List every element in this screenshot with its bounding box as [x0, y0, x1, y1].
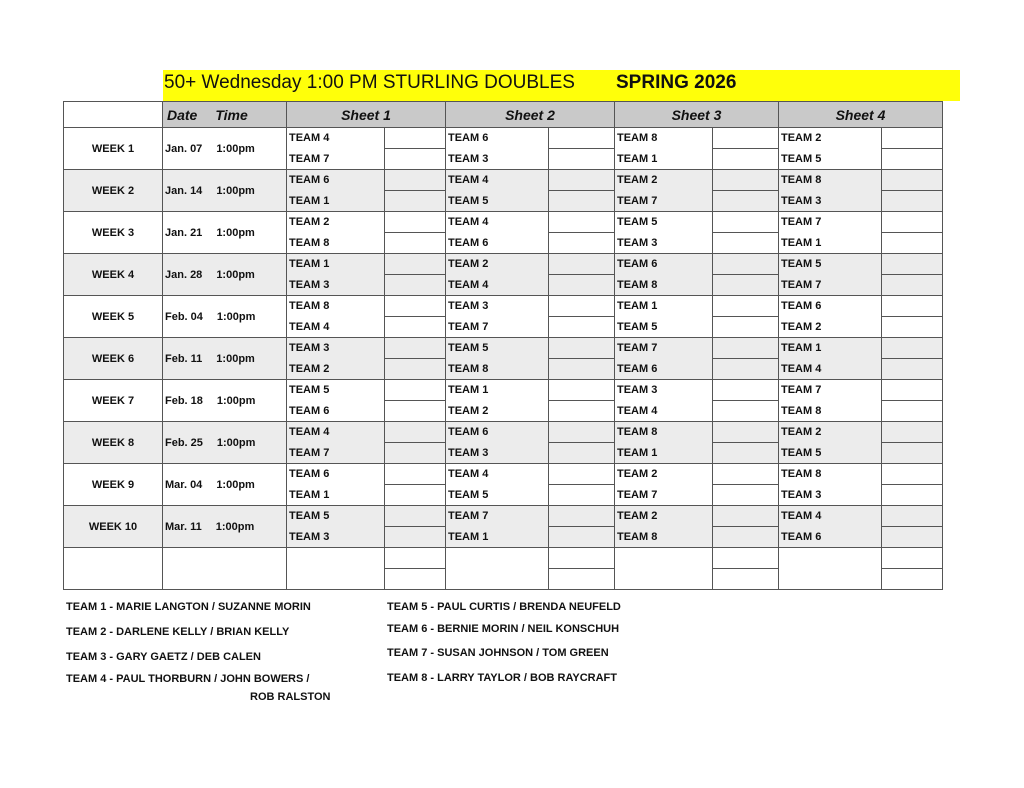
game-date: Feb. 04 [165, 310, 203, 323]
score-cell[interactable] [713, 485, 779, 506]
score-cell[interactable] [713, 191, 779, 212]
score-cell[interactable] [882, 401, 943, 422]
game-time: 1:00pm [216, 436, 256, 449]
team-cell: TEAM 4 [779, 506, 882, 527]
team-cell: TEAM 5 [287, 506, 385, 527]
score-cell[interactable] [882, 170, 943, 191]
team-cell: TEAM 7 [615, 485, 713, 506]
team-cell: TEAM 4 [446, 212, 549, 233]
score-cell[interactable] [882, 212, 943, 233]
team-cell: TEAM 7 [779, 212, 882, 233]
team-cell: TEAM 6 [446, 233, 549, 254]
game-time: 1:00pm [216, 142, 255, 155]
team-cell: TEAM 8 [615, 128, 713, 149]
date-time-cell [163, 380, 287, 422]
team-cell: TEAM 6 [287, 401, 385, 422]
team-cell: TEAM 2 [779, 128, 882, 149]
season-label: SPRING 2026 [616, 72, 737, 93]
score-cell[interactable] [385, 275, 446, 296]
blank-date-cell [163, 548, 287, 590]
blank-team-cell[interactable] [779, 548, 882, 569]
team-cell: TEAM 1 [287, 191, 385, 212]
blank-score-cell[interactable] [385, 548, 446, 569]
date-time-cell [163, 128, 287, 170]
date-time-cell [163, 296, 287, 338]
score-cell[interactable] [549, 317, 615, 338]
team-cell: TEAM 3 [615, 380, 713, 401]
score-cell[interactable] [549, 527, 615, 548]
score-cell[interactable] [385, 338, 446, 359]
team-cell: TEAM 1 [779, 233, 882, 254]
score-cell[interactable] [385, 464, 446, 485]
week-row [64, 296, 943, 317]
week-label: WEEK 2 [64, 170, 163, 212]
game-date: Mar. 04 [165, 478, 203, 491]
blank-team-cell[interactable] [287, 548, 385, 569]
blank-row [64, 548, 943, 569]
score-cell[interactable] [713, 275, 779, 296]
team-cell: TEAM 4 [287, 128, 385, 149]
score-cell[interactable] [385, 422, 446, 443]
score-cell[interactable] [882, 464, 943, 485]
score-cell[interactable] [385, 443, 446, 464]
blank-score-cell[interactable] [385, 569, 446, 590]
score-cell[interactable] [882, 254, 943, 275]
score-cell[interactable] [713, 149, 779, 170]
week-label: WEEK 4 [64, 254, 163, 296]
score-cell[interactable] [385, 485, 446, 506]
legend-entry: TEAM 6 - BERNIE MORIN / NEIL KONSCHUH [387, 623, 620, 635]
game-date: Feb. 18 [165, 394, 203, 407]
blank-team-cell[interactable] [446, 569, 549, 590]
score-cell[interactable] [713, 380, 779, 401]
game-time: 1:00pm [216, 184, 255, 197]
team-cell: TEAM 2 [446, 254, 549, 275]
blank-score-cell[interactable] [882, 548, 943, 569]
score-cell[interactable] [549, 170, 615, 191]
week-label: WEEK 5 [64, 296, 163, 338]
score-cell[interactable] [549, 485, 615, 506]
score-cell[interactable] [385, 506, 446, 527]
score-cell[interactable] [385, 233, 446, 254]
score-cell[interactable] [713, 296, 779, 317]
game-date: Jan. 28 [165, 268, 203, 281]
week-row [64, 254, 943, 275]
team-cell: TEAM 8 [287, 233, 385, 254]
team-cell: TEAM 1 [287, 254, 385, 275]
score-cell[interactable] [882, 233, 943, 254]
score-cell[interactable] [385, 401, 446, 422]
team-cell: TEAM 1 [615, 296, 713, 317]
legend-entry: TEAM 5 - PAUL CURTIS / BRENDA NEUFELD [387, 601, 621, 613]
team-cell: TEAM 6 [446, 422, 549, 443]
score-cell[interactable] [549, 401, 615, 422]
score-cell[interactable] [549, 233, 615, 254]
team-cell: TEAM 8 [615, 275, 713, 296]
week-label: WEEK 6 [64, 338, 163, 380]
game-date: Jan. 07 [165, 142, 203, 155]
team-cell: TEAM 7 [446, 317, 549, 338]
header-sheet-3: Sheet 3 [615, 102, 779, 128]
score-cell[interactable] [385, 317, 446, 338]
score-cell[interactable] [882, 527, 943, 548]
team-cell: TEAM 7 [615, 338, 713, 359]
team-cell: TEAM 8 [287, 296, 385, 317]
blank-team-cell[interactable] [615, 569, 713, 590]
header-row [64, 102, 943, 128]
blank-score-cell[interactable] [713, 548, 779, 569]
score-cell[interactable] [549, 212, 615, 233]
score-cell[interactable] [713, 128, 779, 149]
week-row [64, 212, 943, 233]
team-cell: TEAM 4 [446, 170, 549, 191]
score-cell[interactable] [549, 359, 615, 380]
score-cell[interactable] [713, 170, 779, 191]
legend-entry: TEAM 1 - MARIE LANGTON / SUZANNE MORIN [66, 601, 311, 613]
team-cell: TEAM 5 [446, 191, 549, 212]
date-time-cell [163, 170, 287, 212]
blank-team-cell[interactable] [446, 548, 549, 569]
game-date: Mar. 11 [165, 520, 202, 533]
date-time-cell [163, 338, 287, 380]
score-cell[interactable] [713, 464, 779, 485]
header-blank [64, 102, 163, 128]
legend-entry: TEAM 2 - DARLENE KELLY / BRIAN KELLY [66, 626, 290, 638]
team-cell: TEAM 6 [779, 296, 882, 317]
score-cell[interactable] [882, 359, 943, 380]
blank-team-cell[interactable] [287, 569, 385, 590]
team-cell: TEAM 5 [779, 254, 882, 275]
team-cell: TEAM 6 [615, 254, 713, 275]
game-date: Feb. 25 [165, 436, 203, 449]
legend-entry: TEAM 7 - SUSAN JOHNSON / TOM GREEN [387, 647, 609, 659]
header-sheet-4: Sheet 4 [779, 102, 943, 128]
score-cell[interactable] [713, 527, 779, 548]
score-cell[interactable] [713, 338, 779, 359]
week-row [64, 422, 943, 443]
team-cell: TEAM 5 [615, 212, 713, 233]
week-label: WEEK 9 [64, 464, 163, 506]
team-cell: TEAM 3 [287, 275, 385, 296]
game-time: 1:00pm [216, 310, 256, 323]
week-label: WEEK 8 [64, 422, 163, 464]
score-cell[interactable] [713, 443, 779, 464]
week-row [64, 338, 943, 359]
team-cell: TEAM 2 [615, 464, 713, 485]
date-time-cell [163, 464, 287, 506]
score-cell[interactable] [549, 296, 615, 317]
legend-entry: TEAM 3 - GARY GAETZ / DEB CALEN [66, 651, 261, 663]
blank-week-cell [64, 548, 163, 590]
team-cell: TEAM 5 [779, 149, 882, 170]
game-time: 1:00pm [216, 478, 255, 491]
score-cell[interactable] [385, 149, 446, 170]
score-cell[interactable] [713, 317, 779, 338]
score-cell[interactable] [882, 191, 943, 212]
blank-score-cell[interactable] [549, 569, 615, 590]
week-row [64, 380, 943, 401]
team-cell: TEAM 2 [615, 506, 713, 527]
score-cell[interactable] [713, 212, 779, 233]
score-cell[interactable] [549, 191, 615, 212]
team-cell: TEAM 3 [615, 233, 713, 254]
date-time-cell [163, 212, 287, 254]
date-time-cell [163, 506, 287, 548]
week-row [64, 464, 943, 485]
score-cell[interactable] [549, 275, 615, 296]
team-cell: TEAM 6 [615, 359, 713, 380]
team-cell: TEAM 3 [287, 338, 385, 359]
team-cell: TEAM 4 [287, 317, 385, 338]
team-cell: TEAM 1 [446, 527, 549, 548]
score-cell[interactable] [549, 254, 615, 275]
team-cell: TEAM 2 [615, 170, 713, 191]
blank-score-cell[interactable] [713, 569, 779, 590]
legend-entry: ROB RALSTON [250, 691, 331, 703]
team-cell: TEAM 1 [615, 149, 713, 170]
score-cell[interactable] [549, 443, 615, 464]
team-cell: TEAM 6 [446, 128, 549, 149]
team-cell: TEAM 5 [446, 338, 549, 359]
game-time: 1:00pm [215, 520, 255, 533]
team-cell: TEAM 3 [287, 527, 385, 548]
score-cell[interactable] [882, 338, 943, 359]
team-cell: TEAM 8 [615, 527, 713, 548]
team-cell: TEAM 7 [779, 380, 882, 401]
page-title: 50+ Wednesday 1:00 PM STURLING DOUBLES [164, 72, 575, 93]
team-cell: TEAM 7 [287, 443, 385, 464]
team-cell: TEAM 3 [779, 485, 882, 506]
score-cell[interactable] [549, 422, 615, 443]
header-date-time [163, 102, 287, 128]
schedule-table [63, 101, 943, 590]
team-cell: TEAM 7 [779, 275, 882, 296]
team-cell: TEAM 8 [779, 401, 882, 422]
score-cell[interactable] [385, 212, 446, 233]
team-cell: TEAM 8 [446, 359, 549, 380]
team-cell: TEAM 1 [779, 338, 882, 359]
team-cell: TEAM 7 [446, 506, 549, 527]
date-time-cell [163, 422, 287, 464]
score-cell[interactable] [385, 254, 446, 275]
game-date: Feb. 11 [165, 352, 203, 365]
score-cell[interactable] [385, 380, 446, 401]
blank-team-cell[interactable] [615, 548, 713, 569]
team-cell: TEAM 8 [779, 170, 882, 191]
score-cell[interactable] [882, 317, 943, 338]
legend-entry: TEAM 4 - PAUL THORBURN / JOHN BOWERS / [66, 673, 310, 685]
score-cell[interactable] [882, 443, 943, 464]
score-cell[interactable] [385, 359, 446, 380]
team-cell: TEAM 3 [446, 149, 549, 170]
team-cell: TEAM 4 [446, 464, 549, 485]
score-cell[interactable] [385, 170, 446, 191]
title-banner [163, 70, 960, 101]
week-label: WEEK 7 [64, 380, 163, 422]
score-cell[interactable] [385, 191, 446, 212]
score-cell[interactable] [882, 128, 943, 149]
team-cell: TEAM 2 [287, 359, 385, 380]
blank-team-cell[interactable] [779, 569, 882, 590]
header-sheet-2: Sheet 2 [446, 102, 615, 128]
score-cell[interactable] [713, 401, 779, 422]
team-cell: TEAM 4 [287, 422, 385, 443]
score-cell[interactable] [882, 380, 943, 401]
team-cell: TEAM 4 [779, 359, 882, 380]
team-cell: TEAM 5 [615, 317, 713, 338]
score-cell[interactable] [549, 506, 615, 527]
game-time: 1:00pm [216, 268, 255, 281]
team-cell: TEAM 1 [287, 485, 385, 506]
score-cell[interactable] [385, 296, 446, 317]
team-cell: TEAM 2 [779, 422, 882, 443]
team-cell: TEAM 6 [287, 464, 385, 485]
blank-score-cell[interactable] [549, 548, 615, 569]
team-cell: TEAM 2 [287, 212, 385, 233]
score-cell[interactable] [549, 128, 615, 149]
legend-entry: TEAM 8 - LARRY TAYLOR / BOB RAYCRAFT [387, 672, 617, 684]
week-row [64, 170, 943, 191]
team-cell: TEAM 6 [779, 527, 882, 548]
team-cell: TEAM 5 [287, 380, 385, 401]
team-cell: TEAM 5 [779, 443, 882, 464]
week-label: WEEK 3 [64, 212, 163, 254]
score-cell[interactable] [713, 359, 779, 380]
team-cell: TEAM 8 [779, 464, 882, 485]
team-cell: TEAM 1 [446, 380, 549, 401]
score-cell[interactable] [882, 149, 943, 170]
game-time: 1:00pm [216, 226, 255, 239]
week-label: WEEK 10 [64, 506, 163, 548]
blank-score-cell[interactable] [882, 569, 943, 590]
score-cell[interactable] [549, 380, 615, 401]
score-cell[interactable] [882, 422, 943, 443]
game-time: 1:00pm [216, 394, 256, 407]
score-cell[interactable] [882, 275, 943, 296]
game-date: Jan. 21 [165, 226, 203, 239]
header-time: Time [215, 106, 248, 123]
team-cell: TEAM 2 [779, 317, 882, 338]
week-label: WEEK 1 [64, 128, 163, 170]
team-cell: TEAM 3 [779, 191, 882, 212]
score-cell[interactable] [882, 506, 943, 527]
score-cell[interactable] [713, 506, 779, 527]
game-date: Jan. 14 [165, 184, 203, 197]
team-cell: TEAM 2 [446, 401, 549, 422]
team-cell: TEAM 7 [615, 191, 713, 212]
date-time-cell [163, 254, 287, 296]
score-cell[interactable] [385, 128, 446, 149]
team-cell: TEAM 4 [446, 275, 549, 296]
team-cell: TEAM 1 [615, 443, 713, 464]
team-cell: TEAM 8 [615, 422, 713, 443]
header-sheet-1: Sheet 1 [287, 102, 446, 128]
team-cell: TEAM 4 [615, 401, 713, 422]
game-time: 1:00pm [216, 352, 255, 365]
score-cell[interactable] [713, 233, 779, 254]
score-cell[interactable] [549, 338, 615, 359]
header-date: Date [167, 106, 198, 123]
team-cell: TEAM 6 [287, 170, 385, 191]
week-row [64, 128, 943, 149]
score-cell[interactable] [713, 254, 779, 275]
score-cell[interactable] [549, 464, 615, 485]
score-cell[interactable] [713, 422, 779, 443]
score-cell[interactable] [882, 296, 943, 317]
team-cell: TEAM 3 [446, 296, 549, 317]
score-cell[interactable] [882, 485, 943, 506]
score-cell[interactable] [549, 149, 615, 170]
team-cell: TEAM 7 [287, 149, 385, 170]
team-cell: TEAM 3 [446, 443, 549, 464]
week-row [64, 506, 943, 527]
team-cell: TEAM 5 [446, 485, 549, 506]
score-cell[interactable] [385, 527, 446, 548]
